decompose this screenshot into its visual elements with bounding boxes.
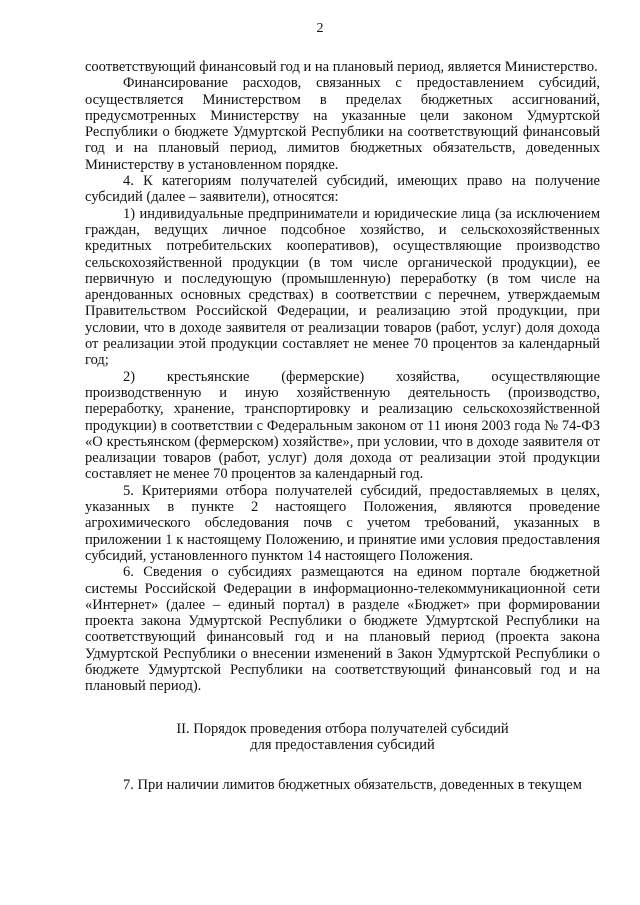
paragraph-item-6: 6. Сведения о субсидиях размещаются на едином портале бюджетной системы Российской Федерации в информационно-телекоммуникационной сети «Интернет» (далее – единый портал) в разделе «Бюджет» при формировании проекта закона Удмуртской Республики о бюджете Удмуртской Республики на соответствующий финансовый год и на плановый период (проекта закона Удмуртской Республики о внесении изменений в Закон Удмуртской Республики о бюджете Удмуртской Республики на соответствующий финансовый год и на плановый период). — [85, 564, 600, 695]
section-heading-line-1: II. Порядок проведения отбора получателей субсидий — [176, 720, 509, 737]
section-heading-line-2: для предоставления субсидий — [250, 736, 435, 753]
paragraph-continuation: соответствующий финансовый год и на плановый период, является Министерство. — [85, 59, 598, 75]
paragraph-item-7: 7. При наличии лимитов бюджетных обязательств, доведенных в текущем — [123, 777, 582, 794]
section-heading — [85, 721, 600, 754]
paragraph-financing: Финансирование расходов, связанных с предоставлением субсидий, осуществляется Министерством в пределах бюджетных ассигнований, предусмотренных Министерству на указанные цели законом Удмуртской Республики о бюджете Удмуртской Республики на соответствующий финансовый год и на плановый период, лимитов бюджетных обязательств, доведенных Министерству в установленном порядке. — [85, 75, 600, 173]
document-body — [85, 59, 600, 793]
page-number: 2 — [316, 21, 324, 36]
paragraph-item-4: 4. К категориям получателей субсидий, имеющих право на получение субсидий (далее – заявители), относятся: — [85, 173, 600, 206]
paragraph-subitem-1: 1) индивидуальные предприниматели и юридические лица (за исключением граждан, ведущих личное подсобное хозяйство, и сельскохозяйственных кредитных потребительских кооперативов), осуществляющие производство сельскохозяйственной продукции (в том числе органической продукции), ее первичную и последующую (промышленную) переработку (в том числе на арендованных основных средствах) в соответствии с перечнем, утверждаемым Правительством Российской Федерации, и реализацию этой продукции, при условии, что в доходе заявителя от реализации товаров (работ, услуг) доля дохода от реализации этой продукции составляет не менее 70 процентов за календарный год; — [85, 205, 600, 369]
paragraph-item-5: 5. Критериями отбора получателей субсидий, предоставляемых в целях, указанных в пункте 2 настоящего Положения, являются проведение агрохимического обследования почв с учетом требований, указанных в приложении 1 к настоящему Положению, и принятие ими условия предоставления субсидий, установленного пунктом 14 настоящего Положения. — [85, 482, 600, 564]
paragraph-subitem-2: 2) крестьянские (фермерские) хозяйства, осуществляющие производственную и иную хозяйственную деятельность (производство, переработку, хранение, транспортировку и реализацию сельскохозяйственной продукции) в соответствии с Федеральным законом от 11 июня 2003 года № 74-ФЗ «О крестьянском (фермерском) хозяйстве», при условии, что в доходе заявителя от реализации товаров (работ, услуг) доля дохода от реализации этой продукции составляет не менее 70 процентов за календарный год. — [85, 368, 600, 483]
